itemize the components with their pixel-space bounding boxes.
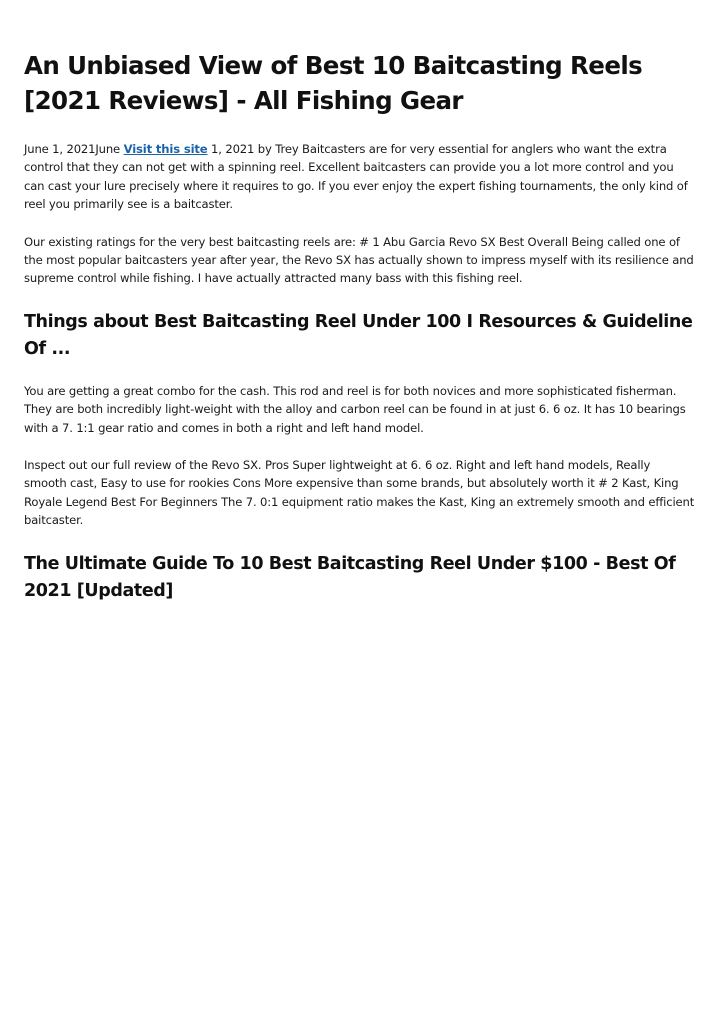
combo-paragraph: You are getting a great combo for the cash. This rod and reel is for both novices and more sophisticated fisherman. They are both incredibly light-weight with the alloy and carbon reel can be found in at just 6. 6 oz. It has 10 bearings with a 7. 1:1 gear ratio and comes in both a right and left hand model. [24,383,686,435]
visit-site-link[interactable]: Visit this site [123,142,208,156]
section-heading-ultimate-guide: The Ultimate Guide To 10 Best Baitcasting Reel Under $100 - Best Of 2021 [Updated] [24,553,676,601]
intro-text-start: June 1, 2021June [24,142,124,156]
ratings-paragraph: Our existing ratings for the very best baitcasting reels are: # 1 Abu Garcia Revo SX Best Overall Being called one of the most popular baitcasters year after year, the Revo SX has actually shown to impress myself with its resilience and supreme control while fishing. I have actually attracted many bass with this fishing reel. [24,234,694,286]
review-paragraph: Inspect out our full review of the Revo SX. Pros Super lightweight at 6. 6 oz. Right and left hand models, Really smooth cast, Easy to use for rookies Cons More expensive than some brands, but absolutely worth it # 2 Kast, King Royale Legend Best For Beginners The 7. 0:1 equipment ratio makes the Kast, King an extremely smooth and efficient baitcaster. [24,458,695,528]
section-heading-resources: Things about Best Baitcasting Reel Under 100 I Resources & Guideline Of ... [24,311,693,359]
intro-paragraph [24,140,696,214]
article-title: An Unbiased View of Best 10 Baitcasting Reels [2021 Reviews] - All Fishing Gear [24,51,643,115]
intro-text-end: 1, 2021 by Trey Baitcasters are for very essential for anglers who want the extra control that they can not get with a spinning reel. Excellent baitcasters can provide you a lot more control and you can cast your lure precisely where it requires to go. If you ever enjoy the expert fishing tournaments, the only kind of reel you primarily see is a baitcaster. [24,142,688,212]
